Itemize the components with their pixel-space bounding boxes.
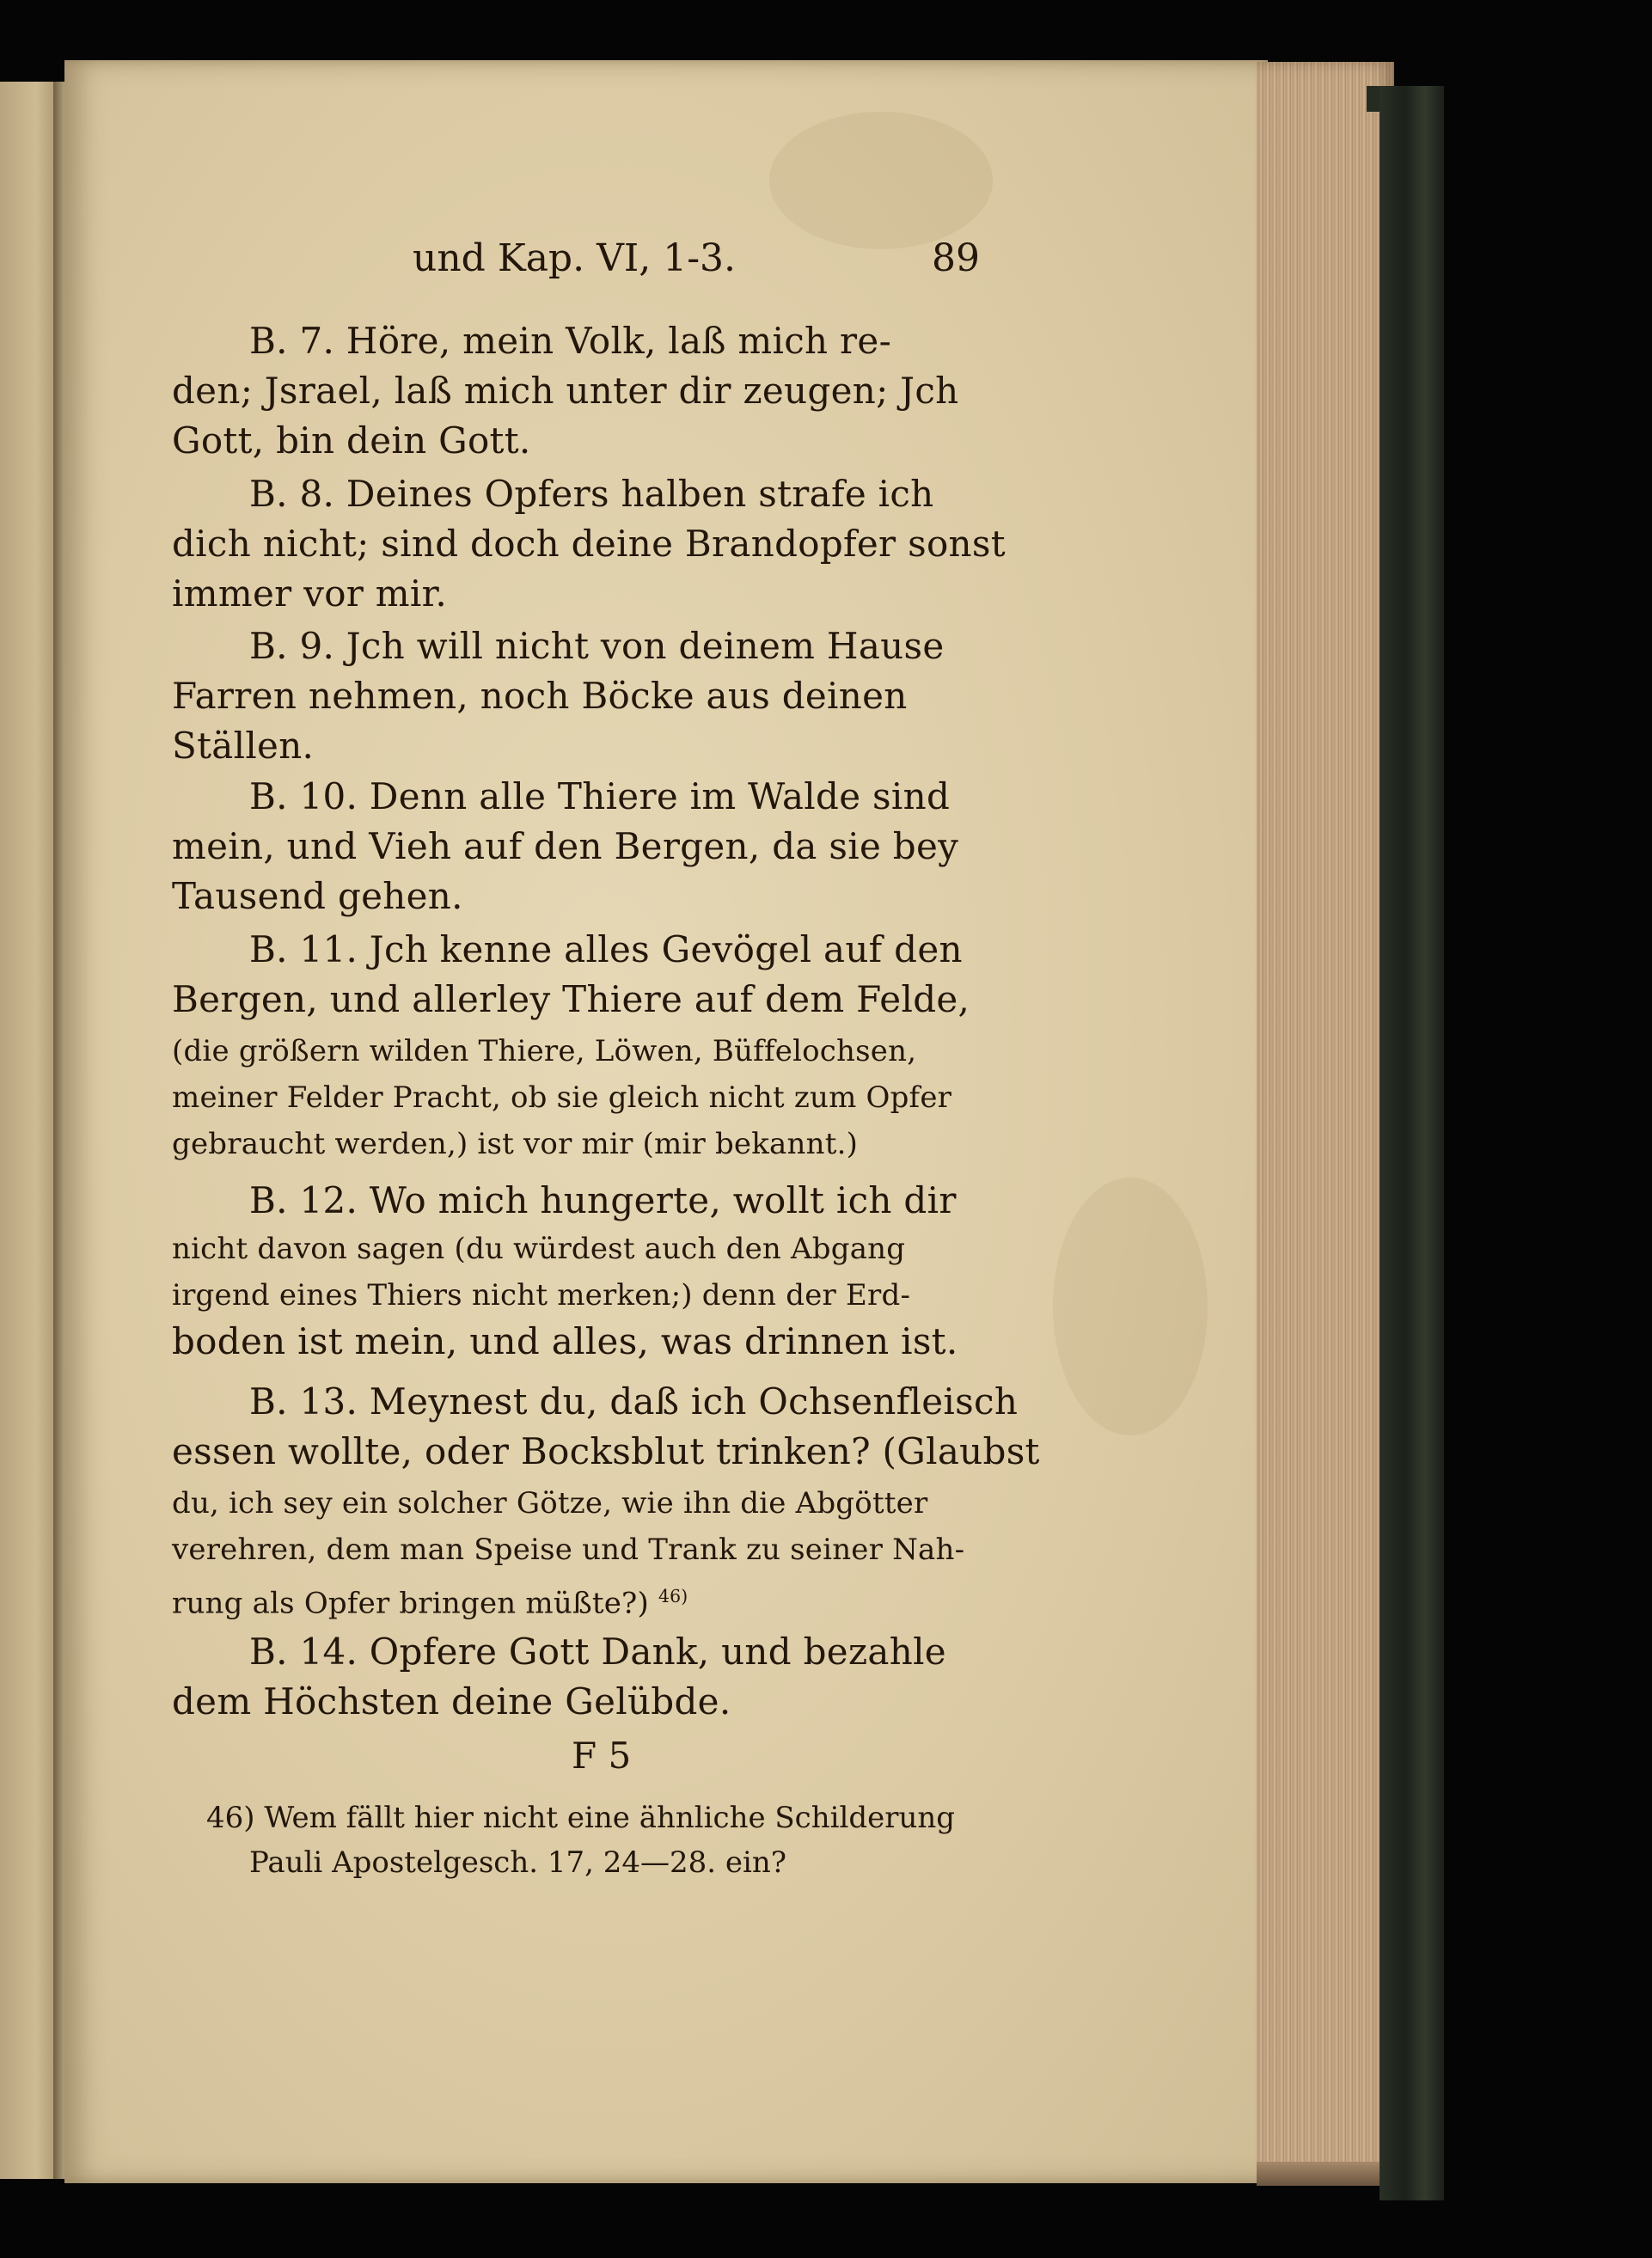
page-number: 89: [932, 236, 980, 280]
signature-mark: F 5: [572, 1735, 632, 1777]
text-line: dem Höchsten deine Gelübde.: [172, 1680, 731, 1723]
page-block-edges: [1257, 62, 1394, 2183]
running-title: und Kap. VI, 1-3.: [413, 236, 737, 280]
text-line: B. 10. Denn alle Thiere im Walde sind: [249, 775, 951, 817]
text-line: mein, und Vieh auf den Bergen, da sie bey: [172, 825, 959, 867]
text-line: B. 11. Jch kenne alles Gevögel auf den: [249, 928, 963, 970]
footnote-line: Pauli Apostelgesch. 17, 24—28. ein?: [249, 1845, 786, 1880]
text-line: du, ich sey ein solcher Götze, wie ihn die Abgötter: [172, 1486, 928, 1521]
text-line: B. 13. Meynest du, daß ich Ochsenfleisch: [249, 1380, 1019, 1423]
page-block-bottom: [1257, 2162, 1394, 2186]
text-line: Bergen, und allerley Thiere auf dem Felde,: [172, 978, 970, 1020]
text-line: nicht davon sagen (du würdest auch den Abgang: [172, 1232, 906, 1266]
text-line: B. 14. Opfere Gott Dank, und bezahle: [249, 1631, 946, 1673]
text-line: Tausend gehen.: [172, 875, 463, 917]
text-line: immer vor mir.: [172, 572, 448, 615]
left-page-edge: [0, 82, 60, 2179]
footnote-line: 46) Wem fällt hier nicht eine ähnliche Schilderung: [206, 1801, 956, 1835]
text-line-content: rung als Opfer bringen müßte?): [172, 1586, 649, 1621]
text-line: B. 9. Jch will nicht von deinem Hause: [249, 625, 945, 667]
text-line: essen wollte, oder Bocksblut trinken? (Glaubst: [172, 1430, 1040, 1472]
text-line: meiner Felder Pracht, ob sie gleich nicht zum Opfer: [172, 1080, 952, 1115]
text-line: irgend eines Thiers nicht merken;) denn der Erd-: [172, 1278, 911, 1313]
text-line: Ställen.: [172, 725, 315, 767]
text-line: [172, 1573, 688, 1626]
book-cover: [1380, 86, 1444, 2200]
page-stain: [769, 112, 993, 249]
text-line: Gott, bin dein Gott.: [172, 419, 531, 462]
text-line: boden ist mein, und alles, was drinnen ist.: [172, 1320, 958, 1362]
text-line: B. 12. Wo mich hungerte, wollt ich dir: [249, 1179, 957, 1221]
footnote-reference: 46): [658, 1586, 688, 1606]
text-line: Farren nehmen, noch Böcke aus deinen: [172, 675, 908, 717]
text-line: dich nicht; sind doch deine Brandopfer sonst: [172, 523, 1006, 565]
text-line: (die größern wilden Thiere, Löwen, Büffelochsen,: [172, 1034, 917, 1068]
text-line: gebraucht werden,) ist vor mir (mir bekannt.): [172, 1127, 859, 1161]
page-stain: [1053, 1178, 1208, 1435]
text-line: B. 8. Deines Opfers halben strafe ich: [249, 473, 934, 515]
text-line: den; Jsrael, laß mich unter dir zeugen; Jch: [172, 370, 959, 412]
text-line: B. 7. Höre, mein Volk, laß mich re-: [249, 320, 892, 362]
running-header: [395, 236, 980, 297]
text-line: verehren, dem man Speise und Trank zu seiner Nah-: [172, 1533, 965, 1567]
